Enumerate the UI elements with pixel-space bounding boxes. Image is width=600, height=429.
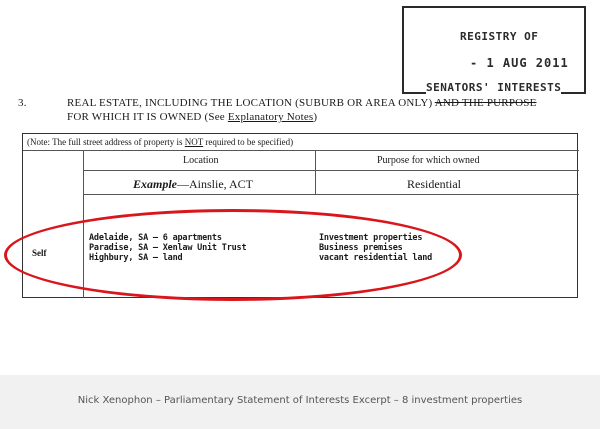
image-caption: Nick Xenophon – Parliamentary Statement of Interests Excerpt – 8 investment properties: [77, 395, 523, 406]
registry-stamp: [402, 6, 586, 94]
note-post: required to be specified): [203, 137, 294, 147]
section-title-main: REAL ESTATE, INCLUDING THE LOCATION (SUBURB OR AREA ONLY): [67, 97, 433, 109]
section-title-line-2: [67, 110, 317, 124]
row-label-self: Self: [32, 248, 47, 258]
caption-bar: [0, 375, 600, 429]
example-label: Example: [133, 177, 177, 191]
purpose-column-header: Purpose for which owned: [377, 155, 480, 166]
example-divider: [83, 194, 579, 195]
section-title-line-1: [67, 96, 537, 110]
section-number: 3.: [18, 97, 27, 109]
purpose-column-divider: [315, 150, 316, 194]
stamp-date: - 1 AUG 2011: [470, 56, 569, 70]
header-divider: [83, 170, 579, 171]
location-entry: Paradise, SA – Xenlaw Unit Trust: [89, 243, 247, 253]
explanatory-notes-link: Explanatory Notes: [227, 111, 314, 123]
stamp-line-1: REGISTRY OF: [460, 30, 539, 43]
purpose-entry: Investment properties: [319, 233, 423, 243]
location-entry: Adelaide, SA – 6 apartments: [89, 233, 222, 243]
purpose-entry: Business premises: [319, 243, 403, 253]
example-location: [133, 177, 253, 192]
example-purpose: Residential: [407, 177, 461, 191]
example-location-text: —Ainslie, ACT: [177, 177, 254, 191]
section-title-line-2-post: ): [313, 111, 318, 123]
note-pre: (Note: The full street address of property is: [27, 137, 185, 147]
highlight-ellipse: [4, 209, 462, 301]
purpose-entry: vacant residential land: [319, 253, 433, 263]
section-title-line-2-pre: FOR WHICH IT IS OWNED (See: [67, 111, 228, 123]
note-divider: [23, 150, 579, 151]
note-emphasis: NOT: [184, 137, 204, 147]
location-column-header: Location: [183, 155, 219, 166]
stamp-line-3: SENATORS' INTERESTS: [426, 81, 562, 94]
section-title-struck: AND THE PURPOSE: [434, 97, 537, 109]
location-entry: Highbury, SA – land: [89, 253, 183, 263]
table-note: [27, 137, 293, 147]
